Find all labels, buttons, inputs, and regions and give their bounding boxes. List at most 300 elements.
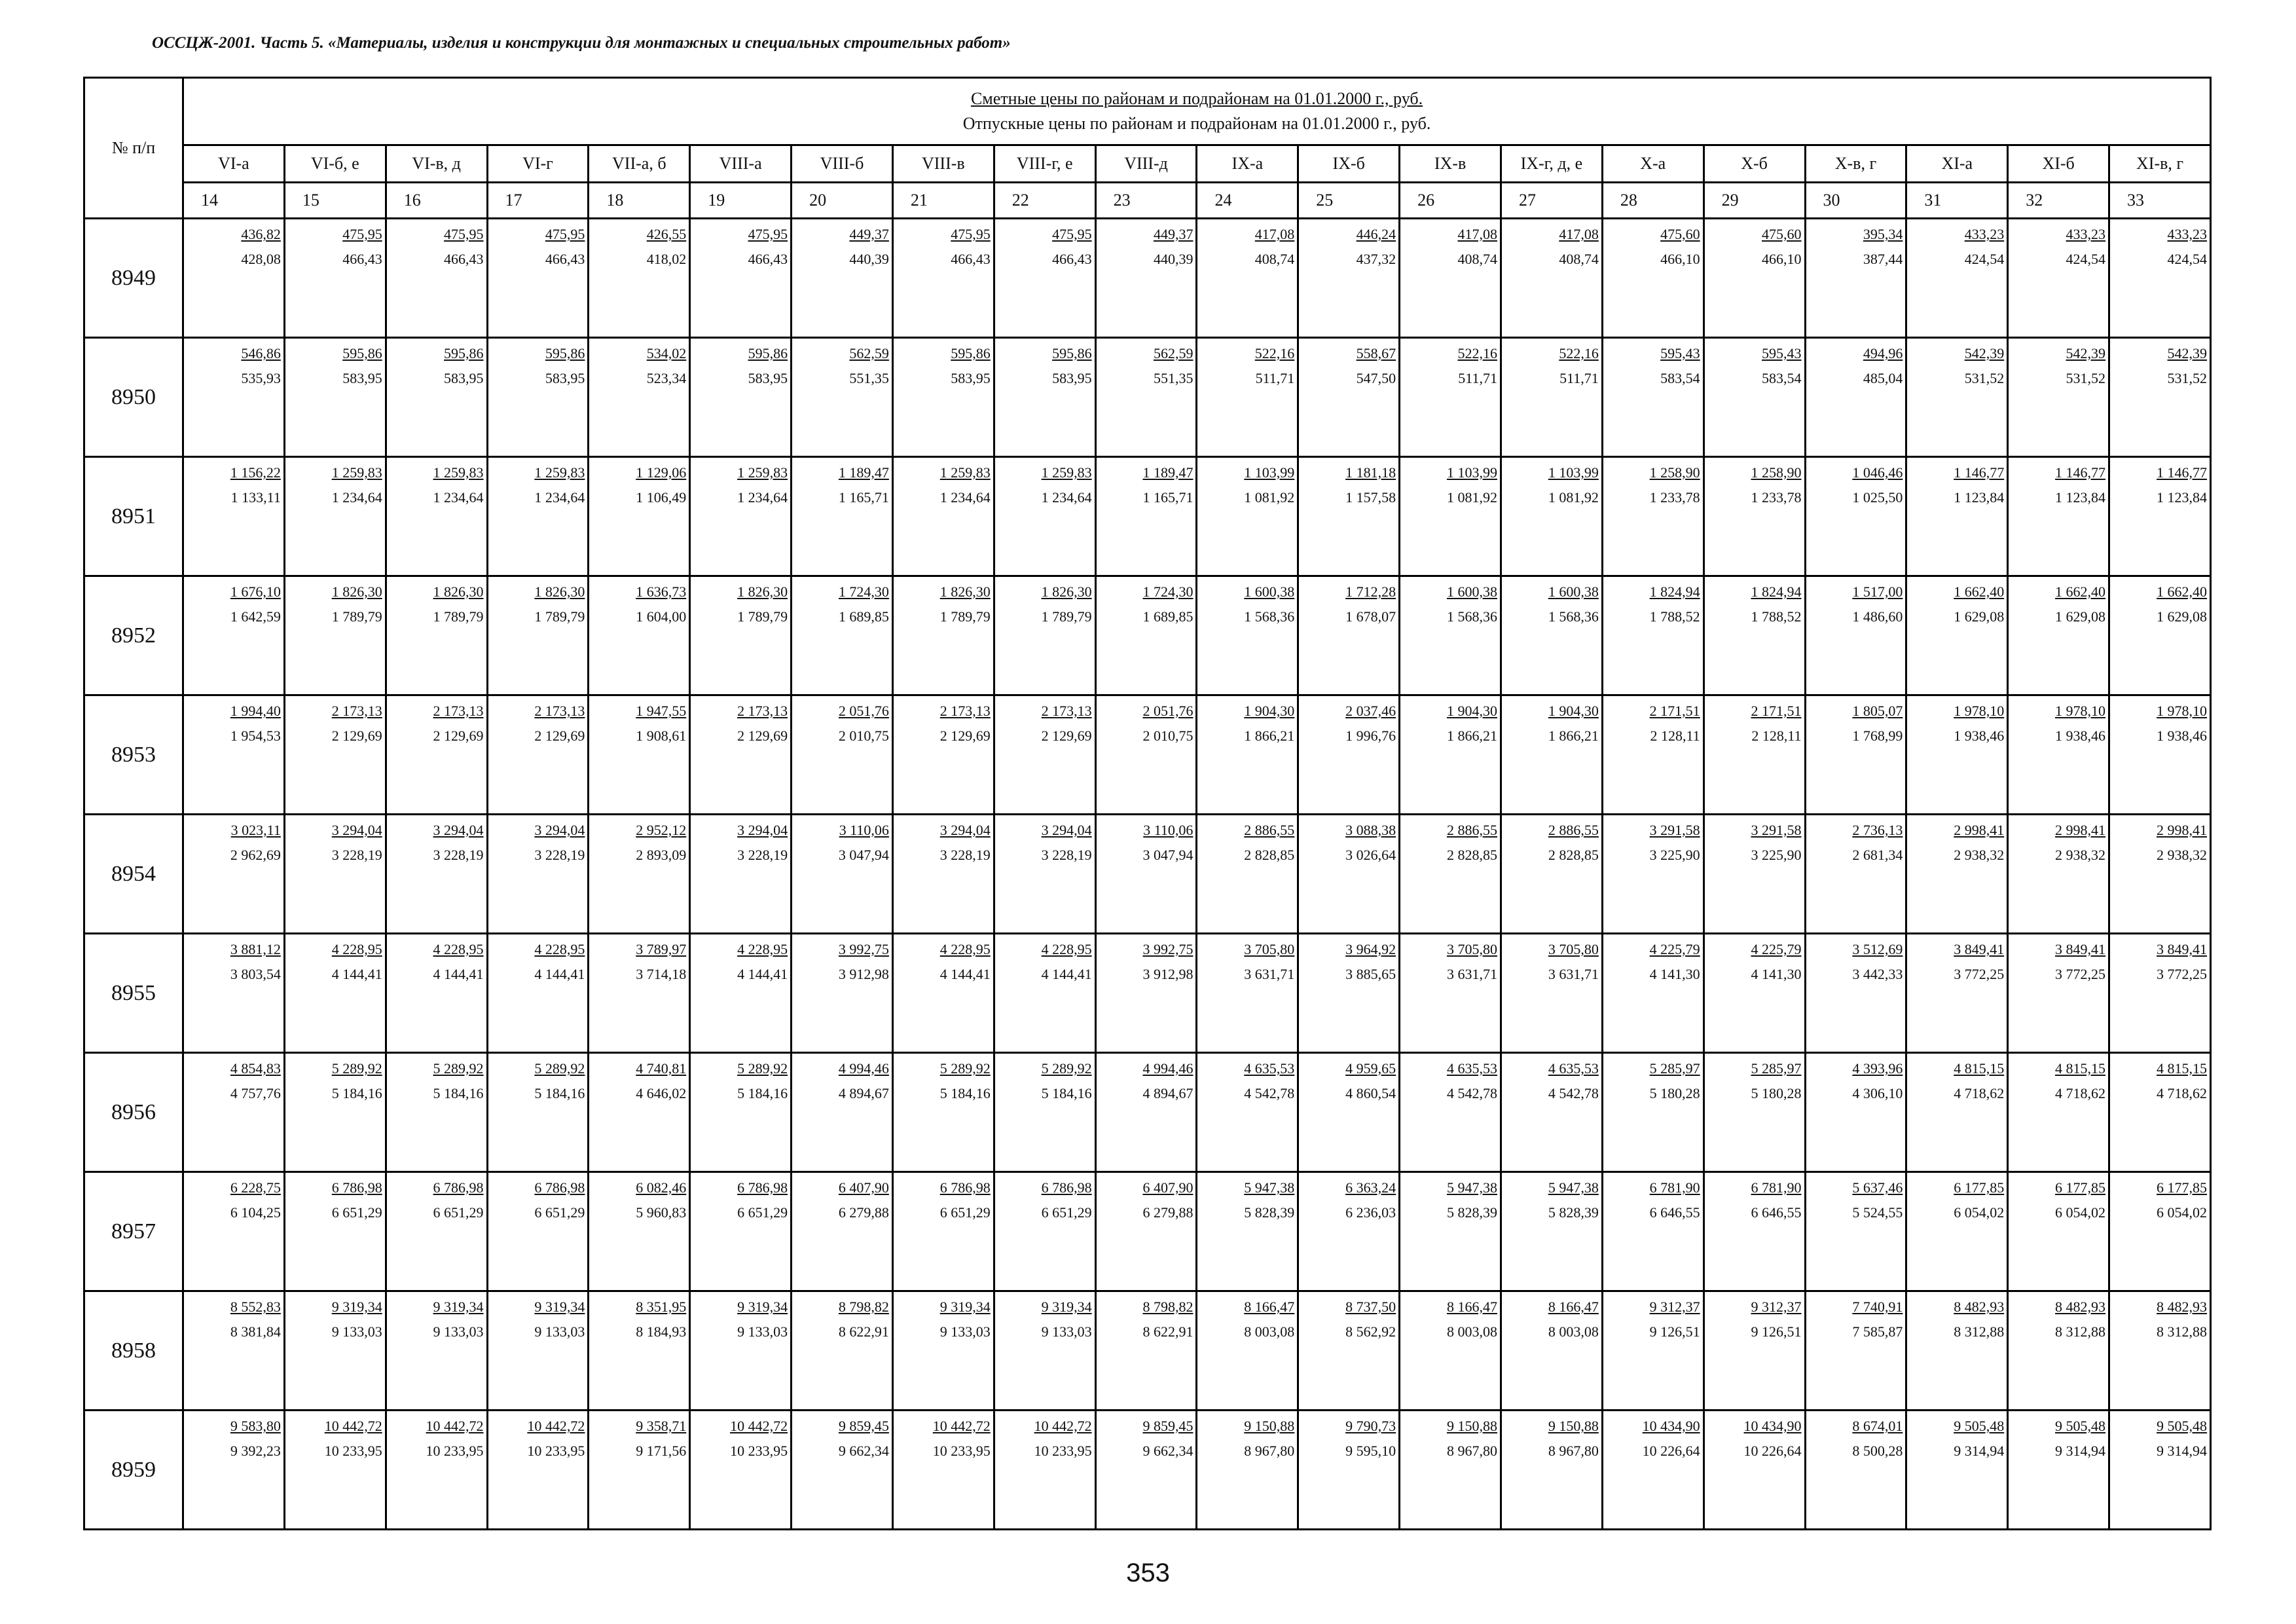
release-price: 9 662,34 — [1142, 1443, 1194, 1459]
estimate-price: 3 512,69 — [1852, 941, 1903, 957]
price-cell — [1400, 1172, 1501, 1291]
release-price: 2 128,11 — [1751, 728, 1802, 744]
price-cell — [1501, 815, 1602, 934]
price-cell — [1602, 1172, 1704, 1291]
estimate-price: 9 505,48 — [2157, 1418, 2208, 1434]
estimate-price: 10 442,72 — [527, 1418, 585, 1434]
price-cell — [2109, 457, 2211, 576]
estimate-price: 8 166,47 — [1244, 1299, 1295, 1315]
price-cell — [2008, 1291, 2109, 1411]
release-price: 4 144,41 — [1041, 966, 1092, 982]
price-cell — [994, 695, 1095, 815]
price-cell — [1400, 815, 1501, 934]
price-cell — [1906, 219, 2008, 338]
price-cell — [2008, 815, 2109, 934]
estimate-price: 4 635,53 — [1446, 1060, 1497, 1077]
price-cell — [284, 457, 386, 576]
estimate-price: 436,82 — [241, 226, 281, 242]
estimate-price: 475,95 — [748, 226, 788, 242]
price-cell — [1704, 695, 1805, 815]
release-price: 6 651,29 — [1041, 1204, 1092, 1221]
column-number: 25 — [1298, 183, 1400, 219]
price-cell — [1602, 219, 1704, 338]
estimate-price: 9 319,34 — [433, 1299, 484, 1315]
release-price: 1 938,46 — [1954, 728, 2005, 744]
table-row — [84, 695, 2211, 815]
release-price: 1 234,64 — [331, 489, 382, 506]
price-cell — [892, 1172, 994, 1291]
column-number: 23 — [1095, 183, 1197, 219]
region-header: XI-а — [1906, 145, 2008, 183]
release-price: 2 129,69 — [534, 728, 585, 744]
price-cell — [2109, 934, 2211, 1053]
estimate-price: 1 636,73 — [636, 583, 687, 600]
release-price: 9 133,03 — [534, 1323, 585, 1340]
release-price: 583,95 — [748, 370, 788, 386]
price-cell — [792, 815, 893, 934]
release-price: 8 622,91 — [838, 1323, 889, 1340]
estimate-price: 9 319,34 — [1041, 1299, 1092, 1315]
release-price: 6 279,88 — [838, 1204, 889, 1221]
release-price: 6 054,02 — [1954, 1204, 2005, 1221]
price-cell — [1805, 934, 1906, 1053]
price-cell — [386, 219, 487, 338]
release-price: 3 047,94 — [1142, 847, 1194, 863]
price-cell — [589, 1411, 690, 1530]
estimate-price: 2 171,51 — [1751, 703, 1802, 719]
estimate-price: 8 737,50 — [1345, 1299, 1396, 1315]
estimate-price: 8 482,93 — [1954, 1299, 2005, 1315]
price-cell — [1400, 934, 1501, 1053]
price-cell — [1906, 1291, 2008, 1411]
estimate-price: 6 786,98 — [331, 1179, 382, 1196]
release-price: 5 828,39 — [1244, 1204, 1295, 1221]
price-cell — [487, 1291, 589, 1411]
estimate-price: 8 798,82 — [1142, 1299, 1194, 1315]
price-cell — [1298, 815, 1400, 934]
release-price: 1 233,78 — [1649, 489, 1700, 506]
price-cell — [1400, 457, 1501, 576]
price-cell — [1501, 1411, 1602, 1530]
price-cell — [284, 1291, 386, 1411]
release-price: 3 631,71 — [1244, 966, 1295, 982]
price-cell — [1095, 815, 1197, 934]
price-cell — [892, 338, 994, 457]
price-cell — [792, 1291, 893, 1411]
estimate-price: 9 150,88 — [1446, 1418, 1497, 1434]
price-cell — [892, 695, 994, 815]
release-price: 5 184,16 — [939, 1085, 991, 1101]
release-price: 466,43 — [545, 251, 585, 267]
price-cell — [1906, 815, 2008, 934]
estimate-price: 8 166,47 — [1548, 1299, 1599, 1315]
price-cell — [1197, 1291, 1298, 1411]
price-cell — [792, 219, 893, 338]
region-header: X-а — [1602, 145, 1704, 183]
estimate-price: 5 285,97 — [1751, 1060, 1802, 1077]
estimate-price: 522,16 — [1559, 345, 1599, 361]
release-price: 4 144,41 — [433, 966, 484, 982]
estimate-price: 3 110,06 — [839, 822, 889, 838]
release-price: 8 381,84 — [230, 1323, 281, 1340]
release-price: 4 306,10 — [1852, 1085, 1903, 1101]
column-number: 24 — [1197, 183, 1298, 219]
price-cell — [1906, 934, 2008, 1053]
estimate-price: 4 225,79 — [1751, 941, 1802, 957]
price-cell — [1095, 338, 1197, 457]
price-cell — [1602, 1411, 1704, 1530]
release-price: 2 938,32 — [2055, 847, 2106, 863]
price-table — [83, 77, 2212, 1530]
estimate-price: 1 826,30 — [534, 583, 585, 600]
estimate-price: 1 046,46 — [1852, 464, 1903, 481]
estimate-price: 3 294,04 — [433, 822, 484, 838]
release-price: 5 960,83 — [636, 1204, 687, 1221]
price-cell — [589, 338, 690, 457]
estimate-price: 3 705,80 — [1244, 941, 1295, 957]
release-price: 3 631,71 — [1548, 966, 1599, 982]
release-price: 10 226,64 — [1743, 1443, 1802, 1459]
price-cell — [2008, 457, 2109, 576]
estimate-price: 542,39 — [2167, 345, 2208, 361]
estimate-price: 5 289,92 — [331, 1060, 382, 1077]
release-price: 3 228,19 — [939, 847, 991, 863]
estimate-price: 433,23 — [1964, 226, 2005, 242]
price-cell — [487, 457, 589, 576]
release-price: 3 228,19 — [534, 847, 585, 863]
estimate-price: 1 826,30 — [939, 583, 991, 600]
estimate-price: 1 712,28 — [1345, 583, 1396, 600]
release-price: 6 646,55 — [1649, 1204, 1700, 1221]
estimate-price: 2 173,13 — [433, 703, 484, 719]
estimate-price: 1 662,40 — [2055, 583, 2106, 600]
release-price: 1 165,71 — [1142, 489, 1194, 506]
release-price: 8 500,28 — [1852, 1443, 1903, 1459]
price-cell — [1805, 1411, 1906, 1530]
price-cell — [1704, 338, 1805, 457]
table-row — [84, 338, 2211, 457]
release-price: 6 646,55 — [1751, 1204, 1802, 1221]
release-price: 1 768,99 — [1852, 728, 1903, 744]
estimate-price: 10 434,90 — [1743, 1418, 1802, 1434]
release-price: 4 144,41 — [534, 966, 585, 982]
release-price: 8 622,91 — [1142, 1323, 1194, 1340]
release-price: 511,71 — [1255, 370, 1295, 386]
price-cell — [1400, 1053, 1501, 1172]
release-price: 5 184,16 — [1041, 1085, 1092, 1101]
estimate-price: 1 824,94 — [1751, 583, 1802, 600]
release-price: 9 314,94 — [2055, 1443, 2106, 1459]
estimate-price: 9 319,34 — [939, 1299, 991, 1315]
estimate-price: 1 978,10 — [2157, 703, 2208, 719]
estimate-price: 4 635,53 — [1244, 1060, 1295, 1077]
price-cell — [1906, 338, 2008, 457]
estimate-price: 2 998,41 — [2157, 822, 2208, 838]
price-cell — [487, 695, 589, 815]
price-cell — [2109, 1172, 2211, 1291]
release-price: 2 893,09 — [636, 847, 687, 863]
table-row — [84, 934, 2211, 1053]
estimate-price: 2 952,12 — [636, 822, 687, 838]
release-price: 4 144,41 — [737, 966, 788, 982]
estimate-price: 5 289,92 — [1041, 1060, 1092, 1077]
price-cell — [892, 815, 994, 934]
region-header: XI-в, г — [2109, 145, 2211, 183]
estimate-price: 3 881,12 — [230, 941, 281, 957]
price-cell — [2008, 1172, 2109, 1291]
price-cell — [589, 1291, 690, 1411]
estimate-price: 2 886,55 — [1548, 822, 1599, 838]
region-header: VI-в, д — [386, 145, 487, 183]
release-price: 511,71 — [1458, 370, 1497, 386]
price-cell — [1501, 1172, 1602, 1291]
estimate-price: 4 228,95 — [331, 941, 382, 957]
release-price: 535,93 — [241, 370, 281, 386]
release-price: 466,43 — [951, 251, 991, 267]
price-cell — [1197, 1172, 1298, 1291]
estimate-price: 3 294,04 — [939, 822, 991, 838]
row-number-header: № п/п — [84, 78, 183, 219]
estimate-price: 595,86 — [951, 345, 991, 361]
release-price: 1 165,71 — [838, 489, 889, 506]
estimate-price: 8 552,83 — [230, 1299, 281, 1315]
price-cell — [589, 576, 690, 695]
price-cell — [994, 1411, 1095, 1530]
release-price: 4 542,78 — [1446, 1085, 1497, 1101]
release-price: 9 126,51 — [1751, 1323, 1802, 1340]
estimate-price: 6 228,75 — [230, 1179, 281, 1196]
price-cell — [690, 1411, 792, 1530]
price-cell — [386, 1411, 487, 1530]
estimate-price: 433,23 — [2066, 226, 2106, 242]
price-cell — [1298, 457, 1400, 576]
release-price: 7 585,87 — [1852, 1323, 1903, 1340]
price-cell — [690, 338, 792, 457]
price-cell — [2008, 219, 2109, 338]
price-cell — [792, 576, 893, 695]
estimate-price: 3 992,75 — [838, 941, 889, 957]
estimate-price: 542,39 — [2066, 345, 2106, 361]
release-price: 531,52 — [2066, 370, 2106, 386]
release-price: 1 789,79 — [433, 608, 484, 625]
estimate-price: 5 289,92 — [939, 1060, 991, 1077]
estimate-price: 6 407,90 — [838, 1179, 889, 1196]
price-cell — [1400, 695, 1501, 815]
price-cell — [1602, 457, 1704, 576]
price-cell — [892, 219, 994, 338]
release-price: 2 010,75 — [838, 728, 889, 744]
price-cell — [1805, 576, 1906, 695]
column-number: 15 — [284, 183, 386, 219]
estimate-price: 9 312,37 — [1751, 1299, 1802, 1315]
price-cell — [792, 457, 893, 576]
release-price: 466,43 — [444, 251, 484, 267]
row-number: 8956 — [84, 1053, 183, 1172]
release-price: 1 788,52 — [1649, 608, 1700, 625]
release-price: 583,95 — [444, 370, 484, 386]
release-price: 3 772,25 — [2055, 966, 2106, 982]
release-price: 9 126,51 — [1649, 1323, 1700, 1340]
estimate-price: 3 023,11 — [230, 822, 281, 838]
release-price: 466,10 — [1762, 251, 1802, 267]
estimate-price: 2 886,55 — [1244, 822, 1295, 838]
estimate-price: 542,39 — [1964, 345, 2005, 361]
release-price: 547,50 — [1356, 370, 1396, 386]
estimate-price: 4 740,81 — [636, 1060, 687, 1077]
row-number: 8951 — [84, 457, 183, 576]
estimate-price: 9 358,71 — [636, 1418, 687, 1434]
release-price: 8 312,88 — [2157, 1323, 2208, 1340]
price-cell — [487, 1053, 589, 1172]
price-cell — [1805, 1291, 1906, 1411]
release-price: 2 962,69 — [230, 847, 281, 863]
price-cell — [792, 1172, 893, 1291]
release-price: 2 681,34 — [1852, 847, 1903, 863]
estimate-price: 522,16 — [1254, 345, 1295, 361]
release-price: 5 180,28 — [1649, 1085, 1700, 1101]
region-header: VII-а, б — [589, 145, 690, 183]
price-cell — [1501, 338, 1602, 457]
price-cell — [1704, 576, 1805, 695]
price-cell — [690, 815, 792, 934]
estimate-price: 2 998,41 — [2055, 822, 2106, 838]
estimate-price: 494,96 — [1863, 345, 1903, 361]
price-cell — [2008, 1411, 2109, 1530]
price-cell — [2109, 338, 2211, 457]
release-price: 1 157,58 — [1345, 489, 1396, 506]
release-price: 9 133,03 — [737, 1323, 788, 1340]
estimate-price: 2 051,76 — [1142, 703, 1194, 719]
price-cell — [284, 219, 386, 338]
release-price: 5 184,16 — [534, 1085, 585, 1101]
price-cell — [183, 338, 285, 457]
release-price: 2 129,69 — [331, 728, 382, 744]
region-header: VIII-д — [1095, 145, 1197, 183]
price-cell — [183, 1172, 285, 1291]
release-price: 1 123,84 — [2157, 489, 2208, 506]
price-cell — [2008, 934, 2109, 1053]
estimate-price: 9 150,88 — [1548, 1418, 1599, 1434]
release-price: 428,08 — [241, 251, 281, 267]
estimate-price: 1 259,83 — [737, 464, 788, 481]
estimate-price: 10 442,72 — [426, 1418, 484, 1434]
estimate-price: 1 259,83 — [939, 464, 991, 481]
release-price: 10 226,64 — [1642, 1443, 1700, 1459]
release-price: 9 133,03 — [939, 1323, 991, 1340]
region-header: IX-б — [1298, 145, 1400, 183]
estimate-price: 9 583,80 — [230, 1418, 281, 1434]
release-price: 3 714,18 — [636, 966, 687, 982]
release-price: 2 938,32 — [1954, 847, 2005, 863]
release-price: 4 141,30 — [1649, 966, 1700, 982]
price-cell — [1704, 1053, 1805, 1172]
estimate-price: 475,95 — [342, 226, 382, 242]
estimate-price: 8 482,93 — [2055, 1299, 2106, 1315]
estimate-price: 9 859,45 — [1142, 1418, 1194, 1434]
row-number: 8958 — [84, 1291, 183, 1411]
estimate-price: 1 826,30 — [737, 583, 788, 600]
release-price: 9 133,03 — [433, 1323, 484, 1340]
price-cell — [1298, 219, 1400, 338]
price-cell — [2109, 1411, 2211, 1530]
estimate-price: 6 781,90 — [1751, 1179, 1802, 1196]
release-price: 3 026,64 — [1345, 847, 1396, 863]
release-price: 2 828,85 — [1244, 847, 1295, 863]
release-price: 10 233,95 — [1034, 1443, 1092, 1459]
release-price: 1 106,49 — [636, 489, 687, 506]
release-price: 4 860,54 — [1345, 1085, 1396, 1101]
release-price: 2 128,11 — [1650, 728, 1700, 744]
release-price: 1 629,08 — [1954, 608, 2005, 625]
estimate-price: 9 319,34 — [534, 1299, 585, 1315]
release-price: 6 279,88 — [1142, 1204, 1194, 1221]
row-number: 8957 — [84, 1172, 183, 1291]
release-price: 3 047,94 — [838, 847, 889, 863]
release-price: 5 180,28 — [1751, 1085, 1802, 1101]
release-price: 466,43 — [342, 251, 382, 267]
release-price: 2 938,32 — [2157, 847, 2208, 863]
release-price: 531,52 — [2167, 370, 2208, 386]
release-price: 1 568,36 — [1548, 608, 1599, 625]
price-cell — [892, 1411, 994, 1530]
estimate-price: 1 259,83 — [1041, 464, 1092, 481]
price-cell — [994, 934, 1095, 1053]
row-number: 8959 — [84, 1411, 183, 1530]
estimate-price: 3 964,92 — [1345, 941, 1396, 957]
release-price: 9 133,03 — [331, 1323, 382, 1340]
release-price: 6 651,29 — [939, 1204, 991, 1221]
estimate-price: 2 173,13 — [534, 703, 585, 719]
release-price: 466,10 — [1660, 251, 1700, 267]
estimate-price: 5 285,97 — [1649, 1060, 1700, 1077]
price-cell — [1501, 1053, 1602, 1172]
estimate-price: 6 177,85 — [1954, 1179, 2005, 1196]
estimate-price: 1 826,30 — [433, 583, 484, 600]
release-price: 583,95 — [951, 370, 991, 386]
release-price: 2 129,69 — [1041, 728, 1092, 744]
release-price: 6 651,29 — [331, 1204, 382, 1221]
release-price: 1 234,64 — [534, 489, 585, 506]
release-price: 485,04 — [1863, 370, 1903, 386]
release-price: 1 996,76 — [1345, 728, 1396, 744]
price-cell — [1197, 576, 1298, 695]
column-number: 14 — [183, 183, 285, 219]
price-cell — [1501, 695, 1602, 815]
release-price: 5 184,16 — [433, 1085, 484, 1101]
release-price: 1 486,60 — [1852, 608, 1903, 625]
price-cell — [1501, 934, 1602, 1053]
price-cell — [1197, 1053, 1298, 1172]
price-cell — [1197, 815, 1298, 934]
estimate-price: 534,02 — [646, 345, 687, 361]
price-cell — [1805, 815, 1906, 934]
column-number: 16 — [386, 183, 487, 219]
estimate-price: 522,16 — [1457, 345, 1497, 361]
estimate-price: 9 505,48 — [1954, 1418, 2005, 1434]
estimate-price: 4 854,83 — [230, 1060, 281, 1077]
price-cell — [284, 576, 386, 695]
estimate-price: 4 815,15 — [1954, 1060, 2005, 1077]
release-price: 440,39 — [849, 251, 889, 267]
estimate-price: 3 789,97 — [636, 941, 687, 957]
release-price: 4 144,41 — [939, 966, 991, 982]
estimate-price: 8 166,47 — [1446, 1299, 1497, 1315]
column-number: 19 — [690, 183, 792, 219]
release-price: 1 678,07 — [1345, 608, 1396, 625]
estimate-price: 5 947,38 — [1548, 1179, 1599, 1196]
estimate-price: 2 998,41 — [1954, 822, 2005, 838]
estimate-price: 3 291,58 — [1649, 822, 1700, 838]
